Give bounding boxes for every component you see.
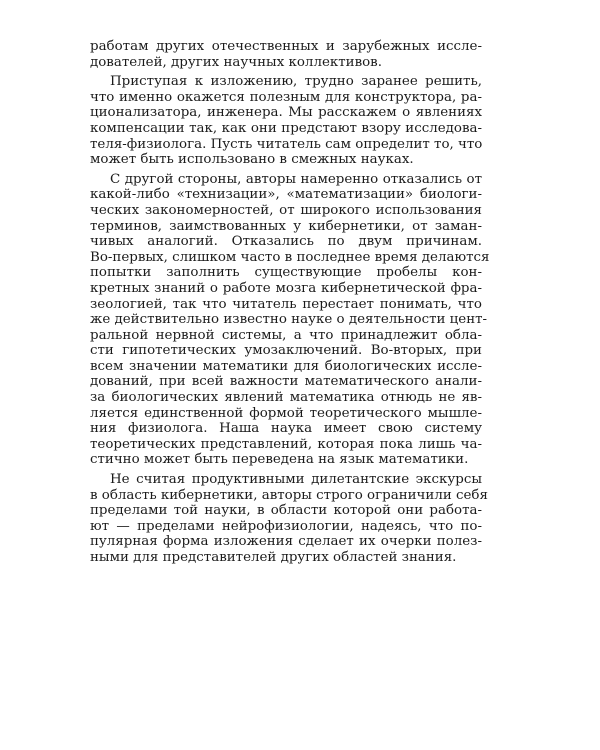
text-line: ческих закономерностей, от широкого использования xyxy=(90,202,482,218)
text-line: зеологией, так что читатель перестает понимать, что xyxy=(90,296,482,312)
text-line: может быть использовано в смежных науках. xyxy=(90,152,414,168)
text-line: кретных знаний о работе мозга кибернетической фра- xyxy=(90,280,482,296)
text-line: компенсации так, как они предстают взору исследова- xyxy=(90,120,482,136)
paragraph-3 xyxy=(90,171,490,468)
text-line: попытки заполнить существующие пробелы кон- xyxy=(90,265,482,281)
text-line: стично может быть переведена на язык математики. xyxy=(90,452,469,468)
text-line: ния физиолога. Наша наука имеет свою систему xyxy=(90,421,482,437)
text-line: в область кибернетики, авторы строго ограничили себя xyxy=(90,487,488,503)
text-line: ральной нервной системы, а что принадлежит обла- xyxy=(90,327,482,343)
text-line: работам других отечественных и зарубежных иссле- xyxy=(90,39,482,54)
text-line: дований, при всей важности математического анали- xyxy=(90,374,482,390)
text-line: за биологических явлений математика отнюдь не яв- xyxy=(90,390,482,406)
text-line: теоретических представлений, которая пока лишь ча- xyxy=(90,436,482,452)
text-line: дователей, других научных коллективов. xyxy=(90,54,382,70)
paragraph-1 xyxy=(90,39,482,70)
text-line: же действительно известно науке о деятельности цент- xyxy=(90,312,488,328)
text-line: ционализатора, инженера. Мы расскажем о явлениях xyxy=(90,105,482,121)
text-line: ляется единственной формой теоретического мышле- xyxy=(90,405,482,421)
text-line: пулярная форма изложения сделает их очерки полез- xyxy=(90,534,482,550)
text-line: ют — пределами нейрофизиологии, надеясь, что по- xyxy=(90,518,482,534)
body-text xyxy=(90,39,490,566)
text-line: чивых аналогий. Отказались по двум причинам. xyxy=(90,234,482,250)
text-line: С другой стороны, авторы намеренно отказались от xyxy=(110,171,482,187)
text-line: пределами той науки, в области которой они работа- xyxy=(90,503,482,519)
text-line: что именно окажется полезным для конструктора, ра- xyxy=(90,89,482,105)
text-line: Во-первых, слишком часто в последнее время делаются xyxy=(90,249,490,265)
paragraph-2 xyxy=(90,74,482,168)
text-line: какой-либо «технизации», «математизации» биологи- xyxy=(90,187,482,203)
text-line: ными для представителей других областей знания. xyxy=(90,550,457,565)
text-line: теля-физиолога. Пусть читатель сам определит то, что xyxy=(90,136,483,152)
text-line: терминов, заимствованных у кибернетики, от заман- xyxy=(90,218,482,234)
paragraph-4 xyxy=(90,472,488,566)
text-line: Приступая к изложению, трудно заранее решить, xyxy=(110,74,482,90)
text-line: сти гипотетических умозаключений. Во-вторых, при xyxy=(90,343,482,359)
text-line: всем значении математики для биологических иссле- xyxy=(90,358,482,374)
text-line: Не считая продуктивными дилетантские экскурсы xyxy=(110,472,482,488)
